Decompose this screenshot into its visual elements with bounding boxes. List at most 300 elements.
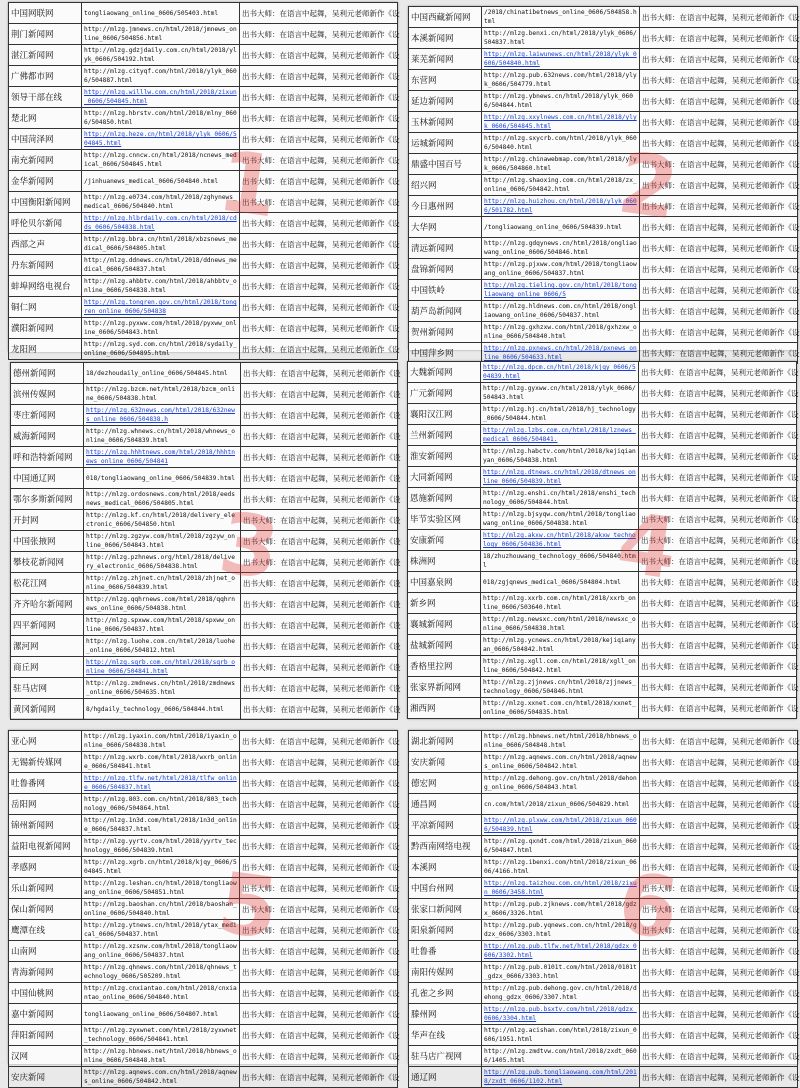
article-title-cell: 出书大师：在语言中起舞，吴利元老师新作《设 (640, 259, 798, 280)
article-title-cell: 出书大师：在语言中起舞，吴利元老师新作《设 (640, 1004, 798, 1025)
table-row (9, 234, 398, 255)
document-photo-5 (8, 730, 400, 1085)
table-row (9, 1046, 398, 1067)
url-cell: http://mlzg.acishan.com/html/2018/zixun_0606/1951.html (482, 1025, 640, 1046)
article-title-cell: 出书大师：在语言中起舞，吴利元老师新作《设 (240, 213, 398, 234)
table-row (409, 794, 798, 815)
table-row (409, 49, 798, 70)
url-cell[interactable]: http://mlzg.akxw.cn/html/2018/akxw_technology_0606/504836.html (481, 530, 639, 551)
article-title-cell: 出书大师：在语言中起舞，吴利元老师新作《设 (241, 384, 398, 405)
table-row (408, 572, 797, 593)
table-row (9, 794, 398, 815)
url-cell: http://mlzg.aqnews.com.cn/html/2018/aqnews_online_0606/504842.html (482, 752, 640, 773)
site-name-cell: 安庆新闻 (9, 1067, 82, 1088)
url-cell: http://mlzg.gyxww.cn/html/2018/ylyk_0606/504843.html (481, 383, 639, 404)
handwritten-number: 1 (212, 131, 284, 237)
url-cell: http://mlzg.chinawebmap.com/html/2018/ylyk_0606/504860.html (482, 154, 640, 175)
url-cell[interactable]: http://mlzg.plxww.com/html/2018/zixun_0606/504839.html (482, 815, 640, 836)
article-title-cell: 出书大师：在语言中起舞，吴利元老师新作《设 (640, 280, 798, 301)
table-row (408, 509, 797, 530)
table-row (409, 857, 798, 878)
url-table (8, 2, 398, 360)
article-title-cell: 出书大师：在语言中起舞，吴利元老师新作《设 (241, 510, 398, 531)
site-name-cell: 延边新闻网 (409, 91, 482, 112)
site-name-cell: 东营网 (409, 70, 482, 91)
site-name-cell: 南阳传媒网 (409, 962, 482, 983)
url-cell[interactable]: http://mlzg.tlfw.net/html/2018/tlfw_online_0606/504837.html (82, 773, 240, 794)
site-name-cell: 蚌埠网络电视台 (9, 276, 82, 297)
article-title-cell: 出书大师：在语言中起舞，吴利元老师新作《设 (640, 857, 798, 878)
table-row (9, 297, 398, 318)
handwritten-number: 6 (612, 853, 684, 959)
site-name-cell: 中国通辽网 (11, 468, 84, 489)
site-name-cell: 中国萍乡网 (409, 343, 482, 364)
site-name-cell: 安康新闻 (408, 530, 481, 551)
table-row (409, 322, 798, 343)
url-cell: http://mlzg.cnncw.cn/html/2018/ncnews_medical_0606/504845.html (82, 150, 240, 171)
url-cell: http://mlzg.zmdtvw.com/html/2018/zxdt_0606/1405.html (482, 1046, 640, 1067)
site-name-cell: 本溪新闻网 (409, 28, 482, 49)
table-row (408, 698, 797, 719)
url-cell[interactable]: http://mlzg.taizhou.com.cn/html/2018/zixun_0606/3458.html (482, 878, 640, 899)
url-cell[interactable]: http://mlzg.tieling.gov.cn/html/2018/tongliaowang_online_0606/5 (482, 280, 640, 301)
url-cell: http://mlzg.cityqf.com/html/2018/ylyk_0606/504887.html (82, 66, 240, 87)
url-cell[interactable]: http://mlzg.xxylnews.com.cn/html/2018/ylyk_0606/504845.html (482, 112, 640, 133)
table-row (409, 962, 798, 983)
article-title-cell: 出书大师：在语言中起舞，吴利元老师新作《设 (640, 920, 798, 941)
article-title-cell: 出书大师：在语言中起舞，吴利元老师新作《设 (639, 488, 797, 509)
site-name-cell: 张家口新闻网 (409, 899, 482, 920)
article-title-cell: 出书大师：在语言中起舞，吴利元老师新作《设 (639, 425, 797, 446)
site-name-cell: 漯河网 (11, 636, 84, 657)
url-table (408, 6, 798, 364)
article-title-cell: 出书大师：在语言中起舞，吴利元老师新作《设 (241, 426, 398, 447)
table-row (9, 857, 398, 878)
url-cell[interactable]: http://mlzg.heze.cn/html/2018/ylyk_0606/504845.html (82, 129, 240, 150)
url-cell: http://mlzg.pub.0101t.com/html/2018/0101t_gdzx_0606/3303.html (482, 962, 640, 983)
url-cell: http://mlzg.1n3d.com/html/2018/1n3d_online_0606/504837.html (82, 815, 240, 836)
table-row (409, 899, 798, 920)
handwritten-number: 2 (612, 133, 684, 239)
article-title-cell: 出书大师：在语言中起舞，吴利元老师新作《设 (240, 836, 398, 857)
site-name-cell: 今日惠州网 (409, 196, 482, 217)
site-name-cell: 湛江新闻网 (9, 45, 82, 66)
table-row (9, 213, 398, 234)
handwritten-number: 3 (212, 493, 285, 599)
url-cell: http://mlzg.ybnews.cn/html/2018/ylyk_0606/504844.html (482, 91, 640, 112)
document-photo-4 (407, 361, 797, 719)
table-row (409, 175, 798, 196)
table-row (9, 941, 398, 962)
article-title-cell: 出书大师：在语言中起舞，吴利元老师新作《设 (240, 794, 398, 815)
table-row (9, 66, 398, 87)
article-title-cell: 出书大师：在语言中起舞，吴利元老师新作《设 (640, 983, 798, 1004)
url-cell: 8/hgdaily_technology_0606/504844.html (84, 699, 241, 720)
url-cell[interactable]: http://mlzg.dpcm.cn/html/2018/kjqy_0606/504839.html (481, 362, 639, 383)
article-title-cell: 出书大师：在语言中起舞，吴利元老师新作《设 (640, 91, 798, 112)
url-cell: http://mlzg.kf.cn/html/2018/delivery_electronic_0606/504850.html (84, 510, 241, 531)
table-row (9, 255, 398, 276)
url-cell: http://mlzg.spxww.com/html/2018/spxww_online_0606/504837.html (84, 615, 241, 636)
table-row (9, 129, 398, 150)
table-row (409, 217, 798, 238)
handwritten-number: 5 (212, 853, 284, 959)
article-title-cell: 出书大师：在语言中起舞，吴利元老师新作《设 (639, 635, 797, 656)
site-name-cell: 驻马店广视网 (409, 1046, 482, 1067)
article-title-cell: 出书大师：在语言中起舞，吴利元老师新作《设 (240, 773, 398, 794)
url-table (408, 730, 798, 1088)
site-name-cell: 贺州新闻网 (409, 322, 482, 343)
site-name-cell: 兰州新闻网 (408, 425, 481, 446)
site-name-cell: 齐齐哈尔新闻网 (11, 594, 84, 615)
article-title-cell: 出书大师：在语言中起舞，吴利元老师新作《设 (240, 234, 398, 255)
url-cell: http://mlzg.dehong.gov.cn/html/2018/dehong_online_0606/504843.html (482, 773, 640, 794)
table-row (408, 614, 797, 635)
article-title-cell: 出书大师：在语言中起舞，吴利元老师新作《设 (640, 7, 798, 28)
url-cell: http://mlzg.leshan.cn/html/2018/tongliaowang_online_0606/504851.html (82, 878, 240, 899)
site-name-cell: 龙阳网 (9, 339, 82, 360)
site-name-cell: 领导干部在线 (9, 87, 82, 108)
table-row (11, 573, 398, 594)
article-title-cell: 出书大师：在语言中起舞，吴利元老师新作《设 (640, 196, 798, 217)
table-row (409, 920, 798, 941)
article-title-cell: 出书大师：在语言中起舞，吴利元老师新作《设 (640, 175, 798, 196)
site-name-cell: 张家界新闻网 (408, 677, 481, 698)
article-title-cell: 出书大师：在语言中起舞，吴利元老师新作《设 (640, 752, 798, 773)
url-cell: http://mlzg.bbra.cn/html/2018/xbzsnews_medical_0606/504805.html (82, 234, 240, 255)
table-row (408, 446, 797, 467)
article-title-cell: 出书大师：在语言中起舞，吴利元老师新作《设 (640, 731, 798, 752)
url-cell: /jinhuanews_medical_0606/504840.html (82, 171, 240, 192)
article-title-cell: 出书大师：在语言中起舞，吴利元老师新作《设 (240, 815, 398, 836)
site-name-cell: 中国铁岭 (409, 280, 482, 301)
url-cell: http://mlzg.qqhrnews.com/html/2018/qqhrnews_online_0606/504838.html (84, 594, 241, 615)
article-title-cell: 出书大师：在语言中起舞，吴利元老师新作《设 (640, 238, 798, 259)
article-title-cell: 出书大师：在语言中起舞，吴利元老师新作《设 (240, 920, 398, 941)
url-cell: http://mlzg.cnxiantao.com/html/2018/cnxiantao_online_0606/504840.html (82, 983, 240, 1004)
site-name-cell: 开封网 (11, 510, 84, 531)
article-title-cell: 出书大师：在语言中起舞，吴利元老师新作《设 (640, 49, 798, 70)
site-name-cell: 吐鲁番网 (9, 773, 82, 794)
table-row (9, 150, 398, 171)
table-row (409, 941, 798, 962)
article-title-cell: 出书大师：在语言中起舞，吴利元老师新作《设 (639, 509, 797, 530)
article-title-cell: 出书大师：在语言中起舞，吴利元老师新作《设 (240, 962, 398, 983)
table-row (409, 7, 798, 28)
site-name-cell: 淮安新闻网 (408, 446, 481, 467)
table-row (408, 362, 797, 383)
article-title-cell: 出书大师：在语言中起舞，吴利元老师新作《设 (241, 657, 398, 678)
url-cell: cn.com/html/2018/zixun_0606/504829.html (482, 794, 640, 815)
site-name-cell: 盘锦新闻网 (409, 259, 482, 280)
url-cell[interactable]: http://mlzg.pub.tongliaowang.com/html/2018/zxdt_0606/1102.html (482, 1067, 640, 1088)
table-row (11, 405, 398, 426)
article-title-cell: 出书大师：在语言中起舞，吴利元老师新作《设 (240, 1067, 398, 1088)
table-row (409, 731, 798, 752)
article-title-cell: 出书大师：在语言中起舞，吴利元老师新作《设 (640, 133, 798, 154)
table-row (409, 259, 798, 280)
table-row (408, 635, 797, 656)
url-cell: http://mlzg.gxhzxw.com/html/2018/gxhzxw_online_0606/504840.html (482, 322, 640, 343)
article-title-cell: 出书大师：在语言中起舞，吴利元老师新作《设 (639, 677, 797, 698)
article-title-cell: 出书大师：在语言中起舞，吴利元老师新作《设 (240, 150, 398, 171)
article-title-cell: 出书大师：在语言中起舞，吴利元老师新作《设 (640, 1025, 798, 1046)
article-title-cell: 出书大师：在语言中起舞，吴利元老师新作《设 (639, 614, 797, 635)
table-row (9, 171, 398, 192)
table-row (11, 489, 398, 510)
table-row (11, 363, 398, 384)
url-cell: http://mlzg.xzsnw.com/html/2018/tongliaowang_online_0606/504837.html (82, 941, 240, 962)
url-table (8, 730, 398, 1088)
article-title-cell: 出书大师：在语言中起舞，吴利元老师新作《设 (240, 1004, 398, 1025)
site-name-cell: 汉网 (9, 1046, 82, 1067)
table-row (9, 1004, 398, 1025)
site-name-cell: 本溪网 (409, 857, 482, 878)
url-cell[interactable]: http://mlzg.hhhtnews.com/html/2018/hhhtnews_online_0606/504841 (84, 447, 241, 468)
table-row (9, 192, 398, 213)
url-cell: http://mlzg.qxndt.com/html/2018/zixun_0606/504847.html (482, 836, 640, 857)
table-row (9, 87, 398, 108)
article-title-cell: 出书大师：在语言中起舞，吴利元老师新作《设 (640, 836, 798, 857)
site-name-cell: 金华新闻网 (9, 171, 82, 192)
site-name-cell: 安庆新闻 (409, 752, 482, 773)
url-table (10, 362, 401, 720)
table-row (9, 1067, 398, 1088)
site-name-cell: 铜仁网 (9, 297, 82, 318)
url-cell[interactable]: http://mlzg.dtnews.cn/html/2018/dtnews_online_0606/504839.html (481, 467, 639, 488)
table-row (11, 468, 398, 489)
site-name-cell: 运城新闻网 (409, 133, 482, 154)
url-cell: http://mlzg.hldnews.com.cn/html/2018/ongliaowang_online_0606/504837.html (482, 301, 640, 322)
url-cell: http://mlzg.zmdnews.cn/html/2018/zmdnews_online_0606/504635.html (84, 678, 241, 699)
site-name-cell: 香格里拉网 (408, 656, 481, 677)
site-name-cell: 大同新闻网 (408, 467, 481, 488)
url-cell[interactable]: http://mlzg.lzbs.com.cn/html/2018/lznews_medical_0606/504841. (481, 425, 639, 446)
article-title-cell: 出书大师：在语言中起舞，吴利元老师新作《设 (640, 815, 798, 836)
table-row (9, 339, 398, 360)
url-cell: http://mlzg.enshi.cn/html/2018/enshi_technology_0606/504844.html (481, 488, 639, 509)
table-row (408, 593, 797, 614)
site-name-cell: 中国菏泽网 (9, 129, 82, 150)
table-row (11, 699, 398, 720)
site-name-cell: 大华网 (409, 217, 482, 238)
table-row (408, 383, 797, 404)
site-name-cell: 中国西藏新闻网 (409, 7, 482, 28)
site-name-cell: 无锡新传媒网 (9, 752, 82, 773)
article-title-cell: 出书大师：在语言中起舞，吴利元老师新作《设 (240, 192, 398, 213)
site-name-cell: 清远新闻网 (409, 238, 482, 259)
article-title-cell: 出书大师：在语言中起舞，吴利元老师新作《设 (639, 362, 797, 383)
url-cell[interactable]: http://mlzg.hlbrdaily.com.cn/html/2018/cdds_0606/504838.html (82, 213, 240, 234)
table-row (409, 1067, 798, 1088)
site-name-cell: 萍阳新闻网 (9, 1025, 82, 1046)
article-title-cell: 出书大师：在语言中起舞，吴利元老师新作《设 (639, 530, 797, 551)
url-cell: http://mlzg.whnews.cn/html/2018/whnews_online_0606/504839.html (84, 426, 241, 447)
table-row (11, 636, 398, 657)
url-cell: http://mlzg.benxi.cn/html/2018/ylyk_0606/504837.html (482, 28, 640, 49)
url-cell: http://mlzg.803.com.cn/html/2018/803_technology_0606/504864.html (82, 794, 240, 815)
url-cell: http://mlzg.pjxww.com/html/2018/tongliaowang_online_0606/504837.html (482, 259, 640, 280)
url-cell[interactable]: http://mlzg.sqrb.com.cn/html/2018/sqrb_online_0606/504841.html (84, 657, 241, 678)
table-row (408, 425, 797, 446)
article-title-cell: 出书大师：在语言中起舞，吴利元老师新作《设 (639, 551, 797, 572)
article-title-cell: 出书大师：在语言中起舞，吴利元老师新作《设 (240, 941, 398, 962)
table-row (409, 815, 798, 836)
url-cell: http://mlzg.pyxww.com/html/2018/pyxww_online_0606/504843.html (82, 318, 240, 339)
site-name-cell: 德州新闻网 (11, 363, 84, 384)
site-name-cell: 华声在线 (409, 1025, 482, 1046)
table-row (9, 899, 398, 920)
table-row (11, 552, 398, 573)
url-cell: http://mlzg.luohe.com.cn/html/2018/luohe_online_0606/504812.html (84, 636, 241, 657)
url-cell: /2018/chinatibetnews_online_0606/504858.html (482, 7, 640, 28)
url-cell: http://mlzg.hbnews.net/html/2018/hbnews_online_0606/504848.html (482, 731, 640, 752)
url-cell: http://mlzg.pzhnews.org/html/2018/delivery_electronic_0606/504838.html (84, 552, 241, 573)
article-title-cell: 出书大师：在语言中起舞，吴利元老师新作《设 (240, 255, 398, 276)
site-name-cell: 南充新闻网 (9, 150, 82, 171)
site-name-cell: 呼伦贝尔新闻 (9, 213, 82, 234)
site-name-cell: 青海新闻网 (9, 962, 82, 983)
url-cell: http://mlzg.xxrb.com.cn/html/2018/xxrb_online_0606/503640.html (481, 593, 639, 614)
table-row (11, 594, 398, 615)
url-cell: http://mlzg.newsxc.com/html/2018/newsxc_online_0606/504838.html (481, 614, 639, 635)
url-cell: http://mlzg.bzcm.net/html/2018/bzcm_online_0606/504838.html (84, 384, 241, 405)
site-name-cell: 湖北新闻网 (409, 731, 482, 752)
url-cell: http://mlzg.ddnews.cn/html/2018/ddnews_medical_0606/504837.html (82, 255, 240, 276)
table-row (409, 301, 798, 322)
article-title-cell: 出书大师：在语言中起舞，吴利元老师新作《设 (640, 899, 798, 920)
article-title-cell: 出书大师：在语言中起舞，吴利元老师新作《设 (639, 446, 797, 467)
table-row (9, 3, 398, 24)
article-title-cell: 出书大师：在语言中起舞，吴利元老师新作《设 (640, 301, 798, 322)
url-cell: http://mlzg.baoshan.cn/html/2018/baoshan_online_0606/504840.html (82, 899, 240, 920)
site-name-cell: 恩施新闻网 (408, 488, 481, 509)
table-row (9, 878, 398, 899)
url-cell: http://mlzg.hj.cn/html/2018/hj_technology_0606/504844.html (481, 404, 639, 425)
table-row (11, 384, 398, 405)
table-row (409, 878, 798, 899)
table-row (11, 510, 398, 531)
table-row (408, 677, 797, 698)
table-row (9, 731, 398, 752)
url-cell[interactable]: http://mlzg.tongren.gov.cn/html/2018/tongren_online_0606/504838 (82, 297, 240, 318)
table-row (9, 24, 398, 45)
site-name-cell: 通昌网 (409, 794, 482, 815)
site-name-cell: 孔雀之乡网 (409, 983, 482, 1004)
table-row (409, 133, 798, 154)
table-row (11, 615, 398, 636)
article-title-cell: 出书大师：在语言中起舞，吴利元老师新作《设 (241, 468, 398, 489)
handwritten-number: 4 (611, 493, 683, 599)
url-cell: http://mlzg.habctv.com/html/2018/kejiqianyan_0606/504838.html (481, 446, 639, 467)
table-row (9, 920, 398, 941)
site-name-cell: 楚北网 (9, 108, 82, 129)
url-cell: http://mlzg.zhjnet.cn/html/2018/zhjnet_online_0606/504839.html (84, 573, 241, 594)
article-title-cell: 出书大师：在语言中起舞，吴利元老师新作《设 (240, 297, 398, 318)
site-name-cell: 呼和浩特新闻网 (11, 447, 84, 468)
table-row (11, 447, 398, 468)
article-title-cell: 出书大师：在语言中起舞，吴利元老师新作《设 (240, 339, 398, 360)
site-name-cell: 亚心网 (9, 731, 82, 752)
table-row (9, 1025, 398, 1046)
site-name-cell: 吐鲁番 (409, 941, 482, 962)
url-cell: 18/zhuzhouwang_technology_0606/504840.html (481, 551, 639, 572)
article-title-cell: 出书大师：在语言中起舞，吴利元老师新作《设 (639, 593, 797, 614)
article-title-cell: 出书大师：在语言中起舞，吴利元老师新作《设 (241, 405, 398, 426)
article-title-cell: 出书大师：在语言中起舞，吴利元老师新作《设 (640, 773, 798, 794)
site-name-cell: 中国网联网 (9, 3, 82, 24)
document-photo-2 (408, 6, 800, 361)
url-cell: http://mlzg.jmnews.cn/html/2018/jmnews_online_0606/504856.html (82, 24, 240, 45)
site-name-cell: 嘉中新闻网 (9, 1004, 82, 1025)
article-title-cell: 出书大师：在语言中起舞，吴利元老师新作《设 (639, 383, 797, 404)
article-title-cell: 出书大师：在语言中起舞，吴利元老师新作《设 (240, 129, 398, 150)
site-name-cell: 中国衡阳新闻网 (9, 192, 82, 213)
site-name-cell: 株洲网 (408, 551, 481, 572)
site-name-cell: 平凉新闻网 (409, 815, 482, 836)
article-title-cell: 出书大师：在语言中起舞，吴利元老师新作《设 (240, 899, 398, 920)
url-cell[interactable]: http://mlzg.huizhou.cn/html/2018/ylyk_0606/501782.html (482, 196, 640, 217)
url-cell: http://mlzg.ordosnews.com/html/2018/eedsnews_medical_0606/504805.html (84, 489, 241, 510)
site-name-cell: 襄阳汉江网 (408, 404, 481, 425)
table-row (9, 108, 398, 129)
site-name-cell: 中国台州网 (409, 878, 482, 899)
table-row (9, 773, 398, 794)
url-cell[interactable]: http://mlzg.laiwunews.cn/html/2018/ylyk_0606/504840.html (482, 49, 640, 70)
url-cell: tongliaowang_online_0606/505403.html (82, 3, 240, 24)
table-row (409, 154, 798, 175)
article-title-cell: 出书大师：在语言中起舞，吴利元老师新作《设 (639, 572, 797, 593)
table-row (9, 752, 398, 773)
site-name-cell: 锦州新闻网 (9, 815, 82, 836)
url-cell: tongliaowang_online_0606/504807.html (82, 1004, 240, 1025)
url-cell[interactable]: http://mlzg.632news.com/html/2018/632news_online_0606/504838.h (84, 405, 241, 426)
site-name-cell: 山南网 (9, 941, 82, 962)
url-cell: http://mlzg.hbrstv.com/html/2018/mlny_0606/504850.html (82, 108, 240, 129)
url-cell[interactable]: http://mlzg.willlw.com.cn/html/2018/zixun_0606/504845.html (82, 87, 240, 108)
site-name-cell: 玉林新闻网 (409, 112, 482, 133)
article-title-cell: 出书大师：在语言中起舞，吴利元老师新作《设 (240, 878, 398, 899)
table-row (408, 656, 797, 677)
site-name-cell: 鼎盛中国百号 (409, 154, 482, 175)
article-title-cell: 出书大师：在语言中起舞，吴利元老师新作《设 (240, 3, 398, 24)
site-name-cell: 湘西网 (408, 698, 481, 719)
site-name-cell: 四平新闻网 (11, 615, 84, 636)
site-name-cell: 乐山新闻网 (9, 878, 82, 899)
article-title-cell: 出书大师：在语言中起舞，吴利元老师新作《设 (640, 28, 798, 49)
table-row (9, 836, 398, 857)
url-cell[interactable]: http://mlzg.pub.bsxtv.com/html/2018/gdzx_0606/3304.html (482, 1004, 640, 1025)
document-photo-6 (408, 730, 800, 1085)
article-title-cell: 出书大师：在语言中起舞，吴利元老师新作《设 (241, 552, 398, 573)
url-cell[interactable]: http://mlzg.pxnews.cn/html/2018/pxnews_online_0606/504633.html (482, 343, 640, 364)
site-name-cell: 广元新闻网 (408, 383, 481, 404)
article-title-cell: 出书大师：在语言中起舞，吴利元老师新作《设 (640, 154, 798, 175)
article-title-cell: 出书大师：在语言中起舞，吴利元老师新作《设 (640, 343, 798, 364)
article-title-cell: 出书大师：在语言中起舞，吴利元老师新作《设 (240, 87, 398, 108)
url-table (407, 361, 797, 719)
url-cell[interactable]: http://mlzg.pub.tlfw.net/html/2018/gdzx_0606/3302.html (482, 941, 640, 962)
url-cell: http://mlzg.xgrb.cn/html/2018/kjqy_0606/504845.html (82, 857, 240, 878)
article-title-cell: 出书大师：在语言中起舞，吴利元老师新作《设 (241, 489, 398, 510)
site-name-cell: 绍兴网 (409, 175, 482, 196)
site-name-cell: 攀枝花新闻网 (11, 552, 84, 573)
table-row (409, 112, 798, 133)
site-name-cell: 鹰潭在线 (9, 920, 82, 941)
article-title-cell: 出书大师：在语言中起舞，吴利元老师新作《设 (241, 573, 398, 594)
url-cell: /tongliaowang_online_0606/504839.html (482, 217, 640, 238)
url-cell: http://mlzg.pub.yqnews.com.cn/html/2018/gdzx_0606/3303.html (482, 920, 640, 941)
